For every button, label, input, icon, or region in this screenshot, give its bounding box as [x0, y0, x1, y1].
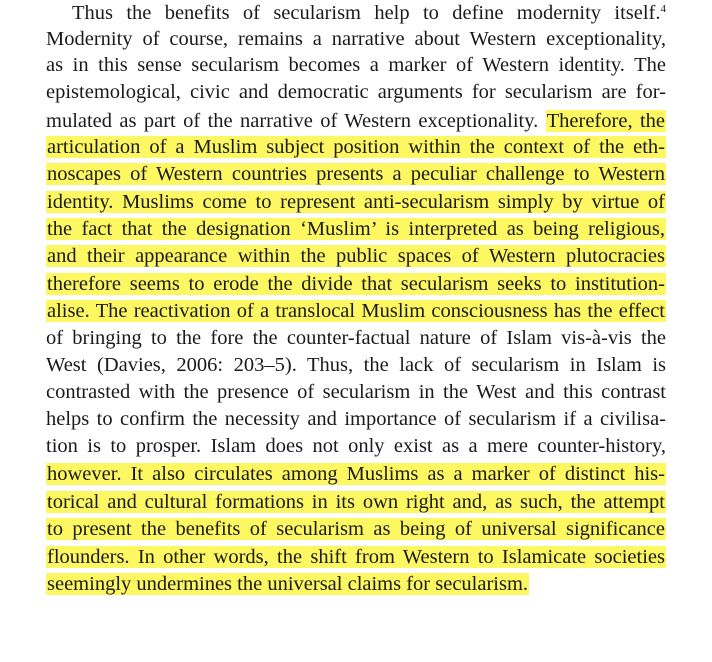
text-line [46, 243, 666, 269]
text-line [46, 108, 666, 134]
highlighted-text: therefore seems to erode the divide that secularism seeks to institution- [47, 273, 665, 295]
text-line [46, 298, 666, 324]
highlighted-text: torical and cultural formations in its own right and, as such, the attempt [47, 491, 665, 513]
highlighted-text: identity. Muslims come to represent anti-secularism simply by virtue of [47, 191, 665, 213]
text-line [46, 516, 666, 542]
line-text: helps to confirm the necessity and importance of secularism if a civilisa- [46, 408, 666, 430]
highlighted-text: and their appearance within the public spaces of Western plutocracies [47, 245, 665, 267]
text-line [46, 271, 666, 297]
text-line [46, 379, 666, 405]
highlighted-text: seemingly undermines the universal claims for secularism. [47, 573, 529, 595]
highlighted-text: Therefore, the [546, 110, 665, 132]
highlighted-text: articulation of a Muslim subject position within the context of the eth- [47, 136, 665, 158]
highlighted-text: alise. The reactivation of a translocal Muslim consciousness has the effect [47, 300, 665, 322]
highlighted-text: flounders. In other words, the shift from Western to Islamicate societies [47, 546, 665, 568]
highlighted-text: noscapes of Western countries presents a peculiar challenge to Western [47, 163, 665, 185]
text-line [46, 544, 666, 570]
text-line [46, 461, 666, 487]
text-line [46, 352, 666, 378]
text-line [46, 79, 666, 105]
text-line [46, 571, 666, 597]
text-line [46, 189, 666, 215]
text-line [46, 406, 666, 432]
line-text: Modernity of course, remains a narrative about Western exceptionality, [46, 28, 666, 50]
text-line [46, 161, 666, 187]
highlighted-text: to present the benefits of secularism as being of universal significance [47, 518, 665, 540]
text-line [46, 26, 666, 52]
highlighted-text: the fact that the designation ‘Muslim’ is interpreted as being religious, [47, 218, 665, 240]
text-line [46, 134, 666, 160]
line-text: Thus the benefits of secularism help to define modernity itself. [72, 2, 661, 24]
text-line [72, 0, 666, 26]
line-text: West (Davies, 2006: 203–5). Thus, the lack of secularism in Islam is [46, 354, 666, 376]
line-text: mulated as part of the narrative of Western exceptionality. [46, 110, 546, 132]
text-line [46, 325, 666, 351]
line-text: contrasted with the presence of secularism in the West and this contrast [46, 381, 666, 403]
footnote-reference[interactable]: 4 [660, 3, 666, 16]
text-line [46, 216, 666, 242]
text-line [46, 489, 666, 515]
line-text: tion is to prosper. Islam does not only exist as a mere counter-history, [46, 435, 666, 457]
text-line [46, 52, 666, 78]
line-text: as in this sense secularism becomes a marker of Western identity. The [46, 54, 666, 76]
line-text: of bringing to the fore the counter-factual nature of Islam vis-à-vis the [46, 327, 666, 349]
highlighted-text: however. It also circulates among Muslims as a marker of distinct his- [47, 463, 665, 485]
text-line [46, 433, 666, 459]
line-text: epistemological, civic and democratic arguments for secularism are for- [46, 81, 666, 103]
